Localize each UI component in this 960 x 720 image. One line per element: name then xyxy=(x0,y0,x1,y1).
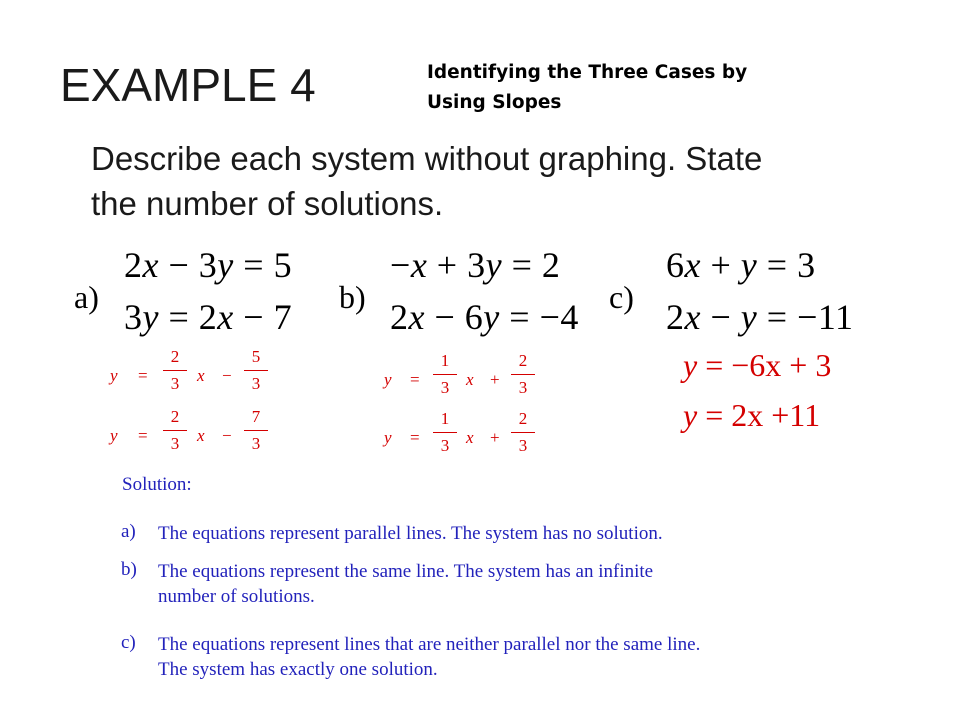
x: x xyxy=(197,426,205,445)
equals: = xyxy=(138,426,148,445)
b-den: 3 xyxy=(251,434,261,453)
var: y xyxy=(110,426,118,445)
slide-title: EXAMPLE 4 xyxy=(60,59,316,111)
m-den: 3 xyxy=(170,374,180,393)
solution-item-a xyxy=(121,521,941,549)
x: x xyxy=(466,428,474,447)
operator: + xyxy=(490,370,500,389)
subtitle-line-2: Using Slopes xyxy=(427,92,562,113)
system-a-label: a) xyxy=(74,279,99,315)
x: x xyxy=(466,370,474,389)
var: y xyxy=(384,370,392,389)
system-b-eq-2: 2x − 6y = −4 xyxy=(390,297,579,337)
solution-tag: b) xyxy=(121,559,137,580)
operator: + xyxy=(490,428,500,447)
system-b-eq-1: −x + 3y = 2 xyxy=(390,245,561,285)
equals: = xyxy=(410,370,420,389)
var: y xyxy=(110,366,118,385)
system-c-label: c) xyxy=(609,279,634,315)
m-num: 1 xyxy=(440,351,450,370)
slope-form-c-2: y = 2x +11 xyxy=(683,397,821,433)
system-c-eq-1: 6x + y = 3 xyxy=(666,245,816,285)
x: x xyxy=(197,366,205,385)
m-den: 3 xyxy=(440,378,450,397)
solution-text-line-1: The equations represent lines that are neither parallel nor the same line. xyxy=(158,634,701,655)
instructions xyxy=(91,136,921,226)
b-den: 3 xyxy=(251,374,261,393)
b-den: 3 xyxy=(518,436,528,455)
operator: − xyxy=(222,426,232,445)
equals: = xyxy=(138,366,148,385)
equals: = xyxy=(410,428,420,447)
solution-tag: a) xyxy=(121,521,136,542)
b-num: 2 xyxy=(518,351,528,370)
solution-heading: Solution: xyxy=(122,474,192,495)
solution-tag: c) xyxy=(121,632,136,653)
b-num: 2 xyxy=(518,409,528,428)
m-den: 3 xyxy=(440,436,450,455)
slope-form-c-1: y = −6x + 3 xyxy=(683,347,832,383)
system-c-eq-2: 2x − y = −11 xyxy=(666,297,854,337)
b-num: 5 xyxy=(251,347,261,366)
var: y xyxy=(384,428,392,447)
solution-text: The equations represent parallel lines. The system has no solution. xyxy=(158,523,663,544)
b-num: 7 xyxy=(251,407,261,426)
system-b-label: b) xyxy=(339,279,366,315)
m-den: 3 xyxy=(170,434,180,453)
system-a-eq-1: 2x − 3y = 5 xyxy=(124,245,293,285)
solution-text-line-2: number of solutions. xyxy=(158,586,315,607)
m-num: 1 xyxy=(440,409,450,428)
m-num: 2 xyxy=(170,347,180,366)
slide-subtitle xyxy=(427,58,747,118)
solution-item-c xyxy=(121,632,941,688)
system-a-eq-2: 3y = 2x − 7 xyxy=(124,297,293,337)
m-num: 2 xyxy=(170,407,180,426)
instructions-line-2: the number of solutions. xyxy=(91,185,444,222)
operator: − xyxy=(222,366,232,385)
instructions-line-1: Describe each system without graphing. State xyxy=(91,140,763,177)
solution-text-line-2: The system has exactly one solution. xyxy=(158,659,438,680)
solution-item-b xyxy=(121,559,941,615)
solution-text-line-1: The equations represent the same line. The system has an infinite xyxy=(158,561,654,582)
b-den: 3 xyxy=(518,378,528,397)
subtitle-line-1: Identifying the Three Cases by xyxy=(427,62,748,83)
